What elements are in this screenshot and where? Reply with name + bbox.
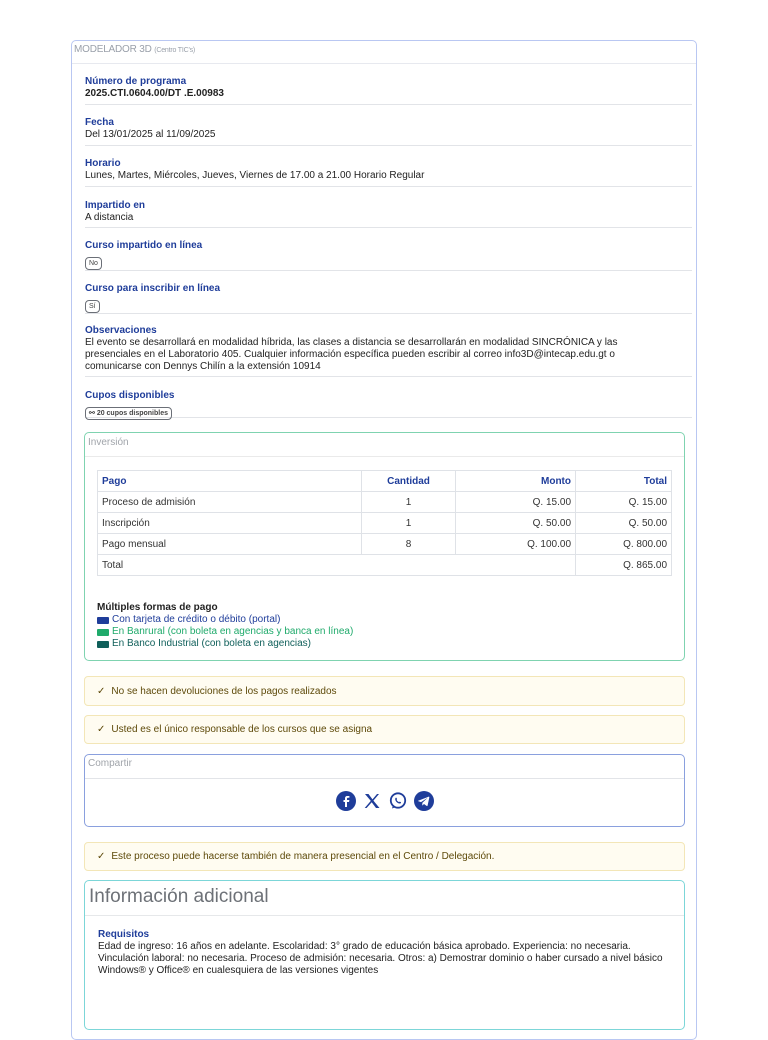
- field-value: El evento se desarrollará en modalidad híbrida, las clases a distancia se desarrollarán en modalidad SINCRÓNICA y las presenciales en el Laboratorio 405. Cualquier información específica pueden escribir al correo info3D@intecap.edu.gt o comunicarse con Dennys Chilín a la extensión 10914: [85, 337, 618, 372]
- cupos-text: 20 cupos disponibles: [96, 410, 168, 417]
- field-label: Cupos disponibles: [85, 390, 175, 401]
- additional-info-card: [84, 880, 685, 1030]
- payment-method-card[interactable]: [97, 614, 353, 626]
- field-programa: [85, 76, 692, 105]
- field-label: Horario: [85, 158, 121, 169]
- col-total: Total: [576, 471, 672, 492]
- field-value: A distancia: [85, 212, 134, 223]
- course-title: [72, 41, 696, 64]
- facebook-icon[interactable]: [336, 791, 356, 811]
- notice-text: Este proceso puede hacerse también de manera presencial en el Centro / Delegación.: [111, 851, 495, 862]
- requirements-text: Edad de ingreso: 16 años en adelante. Escolaridad: 3° grado de educación básica aprobado. Experiencia: no necesaria. Vinculación laboral: no necesaria. Proceso de admisión: necesaria. Otros: a) Demostrar dominio o haber cursado a nivel básico Windows® y Office® en cualesquiera de las versiones vigentes: [98, 941, 663, 976]
- course-name: MODELADOR 3D: [74, 44, 152, 55]
- cell-cantidad: 1: [362, 513, 456, 534]
- field-label: Observaciones: [85, 325, 157, 336]
- notice-no-refund: [84, 676, 685, 706]
- cell-cantidad: 1: [362, 492, 456, 513]
- col-pago: Pago: [98, 471, 362, 492]
- check-icon: ✓: [97, 851, 106, 862]
- cell-cantidad: 8: [362, 534, 456, 555]
- cash-icon: [97, 629, 109, 636]
- table-header-row: [98, 471, 672, 492]
- x-icon[interactable]: [362, 791, 382, 811]
- field-label: Fecha: [85, 117, 114, 128]
- field-value: 2025.CTI.0604.00/DT .E.00983: [85, 88, 224, 99]
- status-badge: Sí: [85, 300, 100, 313]
- field-label: Número de programa: [85, 76, 187, 87]
- field-horario: [85, 158, 692, 187]
- total-label: Total: [98, 555, 576, 576]
- cell-pago: Proceso de admisión: [98, 492, 362, 513]
- whatsapp-icon[interactable]: [388, 791, 408, 811]
- requirements: [98, 929, 678, 977]
- credit-card-icon: [97, 617, 109, 624]
- field-label: Curso para inscribir en línea: [85, 283, 221, 294]
- col-monto: Monto: [456, 471, 576, 492]
- col-cantidad: Cantidad: [362, 471, 456, 492]
- field-impartido: [85, 200, 692, 228]
- field-value: Del 13/01/2025 al 11/09/2025: [85, 129, 216, 140]
- cell-monto: Q. 100.00: [456, 534, 576, 555]
- cell-pago: Pago mensual: [98, 534, 362, 555]
- status-badge: No: [85, 257, 102, 270]
- field-inscribir-linea: [85, 283, 692, 314]
- cell-total: Q. 15.00: [576, 492, 672, 513]
- field-fecha: [85, 117, 692, 146]
- investment-card: [84, 432, 685, 661]
- field-value: Lunes, Martes, Miércoles, Jueves, Viernes de 17.00 a 21.00 Horario Regular: [85, 170, 425, 181]
- users-icon: ⚯: [89, 410, 97, 417]
- table-row: [98, 513, 672, 534]
- additional-info-title: Información adicional: [89, 886, 269, 907]
- share-card: [84, 754, 685, 827]
- divider: [85, 915, 684, 916]
- payment-table: [97, 470, 672, 576]
- field-label: Impartido en: [85, 200, 146, 211]
- course-center: (Centro TIC's): [154, 47, 196, 54]
- payment-method-label: En Banco Industrial (con boleta en agencias): [112, 638, 312, 649]
- notice-text: No se hacen devoluciones de los pagos realizados: [111, 685, 337, 697]
- social-links: [85, 791, 684, 811]
- telegram-icon[interactable]: [414, 791, 434, 811]
- payment-method-label: En Banrural (con boleta en agencias y banca en línea): [112, 626, 354, 637]
- cash-icon: [97, 641, 109, 648]
- cell-total: Q. 800.00: [576, 534, 672, 555]
- payment-method-label: Con tarjeta de crédito o débito (portal): [112, 614, 281, 625]
- requirements-label: Requisitos: [98, 929, 150, 940]
- check-icon: ✓: [97, 724, 106, 735]
- total-value: Q. 865.00: [576, 555, 672, 576]
- payment-methods: [97, 602, 353, 650]
- cupos-badge: [85, 407, 172, 420]
- notice-presencial: [84, 842, 685, 871]
- field-label: Curso impartido en línea: [85, 240, 203, 251]
- field-observaciones: [85, 325, 692, 377]
- notice-responsible: [84, 715, 685, 744]
- cell-total: Q. 50.00: [576, 513, 672, 534]
- table-row: [98, 492, 672, 513]
- payment-method-banrural[interactable]: [97, 626, 353, 638]
- cell-monto: Q. 15.00: [456, 492, 576, 513]
- investment-title: Inversión: [85, 433, 684, 457]
- table-row: [98, 534, 672, 555]
- notice-text: Usted es el único responsable de los cursos que se asigna: [111, 724, 373, 735]
- check-icon: ✓: [97, 685, 106, 697]
- payment-methods-title: Múltiples formas de pago: [97, 602, 218, 613]
- payment-method-industrial[interactable]: [97, 638, 353, 650]
- cell-monto: Q. 50.00: [456, 513, 576, 534]
- share-title: Compartir: [85, 755, 684, 779]
- field-curso-linea: [85, 240, 692, 271]
- cell-pago: Inscripción: [98, 513, 362, 534]
- table-total-row: [98, 555, 672, 576]
- field-cupos: [85, 390, 692, 418]
